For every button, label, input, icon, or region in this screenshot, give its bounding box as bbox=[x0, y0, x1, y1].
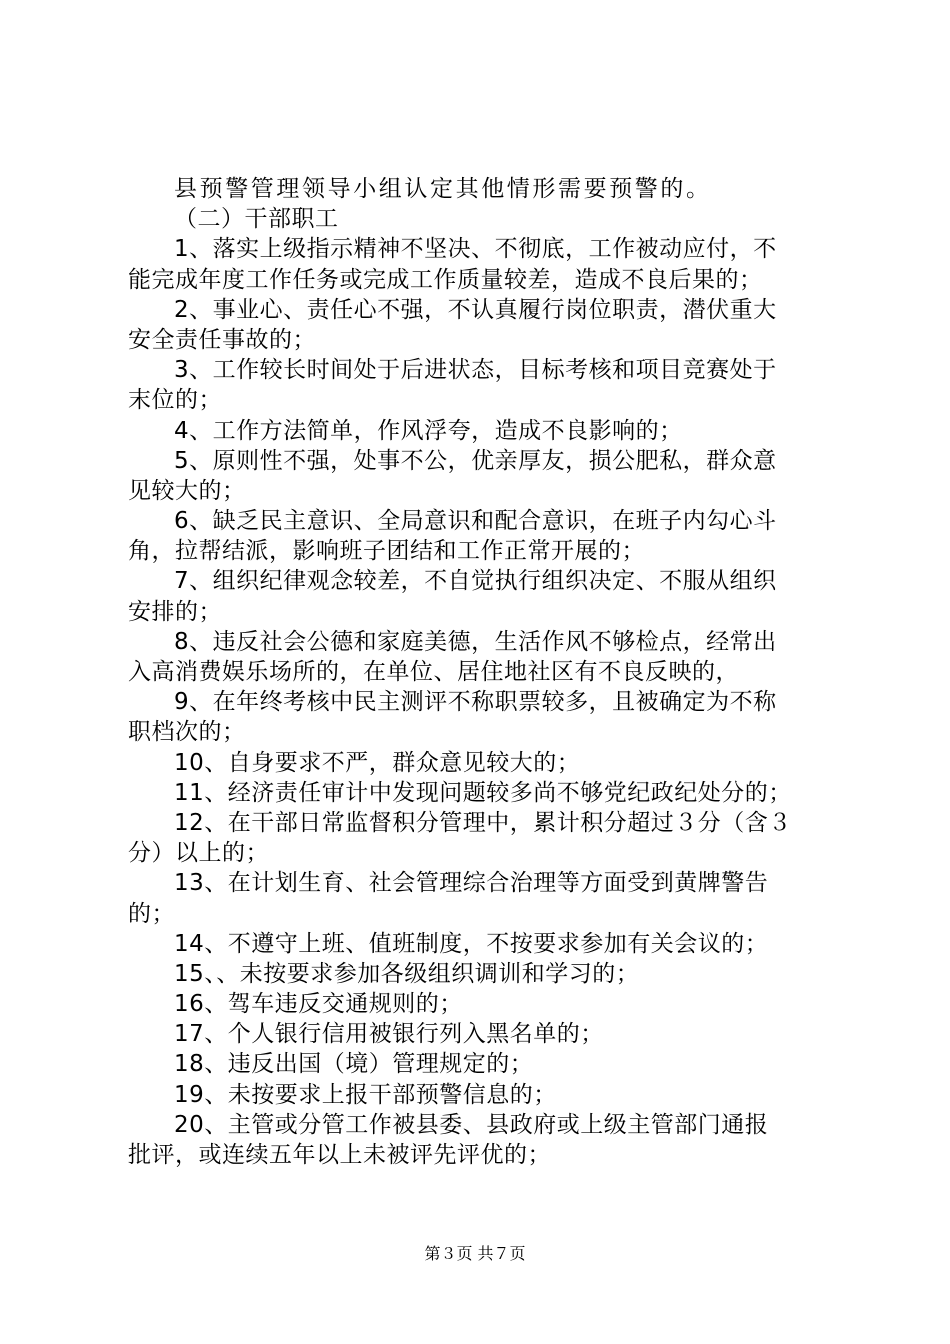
text-line: 入高消费娱乐场所的，在单位、居住地社区有不良反映的， bbox=[128, 659, 739, 685]
text-line: 10、自身要求不严，群众意见较大的； bbox=[174, 749, 581, 776]
text-line: 3、工作较长时间处于后进状态，目标考核和项目竞赛处于 bbox=[174, 357, 777, 384]
text-line: 县预警管理领导小组认定其他情形需要预警的。 bbox=[174, 176, 712, 202]
text-line: 12、在干部日常监督积分管理中，累计积分超过３分（含３ bbox=[174, 809, 792, 836]
text-line: 13、在计划生育、社会管理综合治理等方面受到黄牌警告 bbox=[174, 870, 769, 897]
text-line: 安全责任事故的； bbox=[128, 326, 316, 353]
text-line: 18、违反出国（境）管理规定的； bbox=[174, 1051, 534, 1078]
text-line: 1、落实上级指示精神不坚决、不彻底，工作被动应付，不 bbox=[174, 236, 777, 263]
text-line: 8、违反社会公德和家庭美德，生活作风不够检点，经常出 bbox=[174, 628, 777, 655]
text-line: 17、个人银行信用被银行列入黑名单的； bbox=[174, 1021, 604, 1048]
text-line: 19、未按要求上报干部预警信息的； bbox=[174, 1081, 557, 1108]
text-line: 4、工作方法简单，作风浮夸，造成不良影响的； bbox=[174, 417, 683, 444]
text-line: 16、驾车违反交通规则的； bbox=[174, 991, 463, 1018]
text-line: 7、组织纪律观念较差，不自觉执行组织决定、不服从组织 bbox=[174, 568, 777, 595]
text-line: 见较大的； bbox=[128, 477, 246, 504]
text-line: 角，拉帮结派，影响班子团结和工作正常开展的； bbox=[128, 538, 645, 565]
text-line: 14、不遵守上班、值班制度，不按要求参加有关会议的； bbox=[174, 930, 769, 957]
text-line: 批评，或连续五年以上未被评先评优的； bbox=[128, 1142, 551, 1168]
text-line: 6、缺乏民主意识、全局意识和配合意识，在班子内勾心斗 bbox=[174, 508, 777, 535]
text-line: 分）以上的； bbox=[128, 840, 269, 867]
text-line: （二）干部职工 bbox=[174, 206, 339, 233]
text-line: 末位的； bbox=[128, 387, 222, 414]
text-line: 能完成年度工作任务或完成工作质量较差，造成不良后果的； bbox=[128, 266, 763, 293]
document-body bbox=[128, 174, 832, 1170]
text-line: 安排的； bbox=[128, 598, 222, 625]
text-line: 的； bbox=[128, 900, 175, 927]
page-footer: 第３页 共７页 bbox=[424, 1244, 526, 1263]
text-line: 职档次的； bbox=[128, 719, 246, 746]
text-line: 2、事业心、责任心不强，不认真履行岗位职责，潜伏重大 bbox=[174, 296, 777, 323]
text-line: 9、在年终考核中民主测评不称职票较多，且被确定为不称 bbox=[174, 689, 777, 716]
text-line: 20、主管或分管工作被县委、县政府或上级主管部门通报 bbox=[174, 1111, 769, 1138]
text-line: 5、原则性不强，处事不公，优亲厚友，损公肥私，群众意 bbox=[174, 447, 777, 474]
text-line: 11、经济责任审计中发现问题较多尚不够党纪政纪处分的； bbox=[174, 779, 792, 806]
text-line: 15、、未按要求参加各级组织调训和学习的； bbox=[174, 960, 640, 987]
